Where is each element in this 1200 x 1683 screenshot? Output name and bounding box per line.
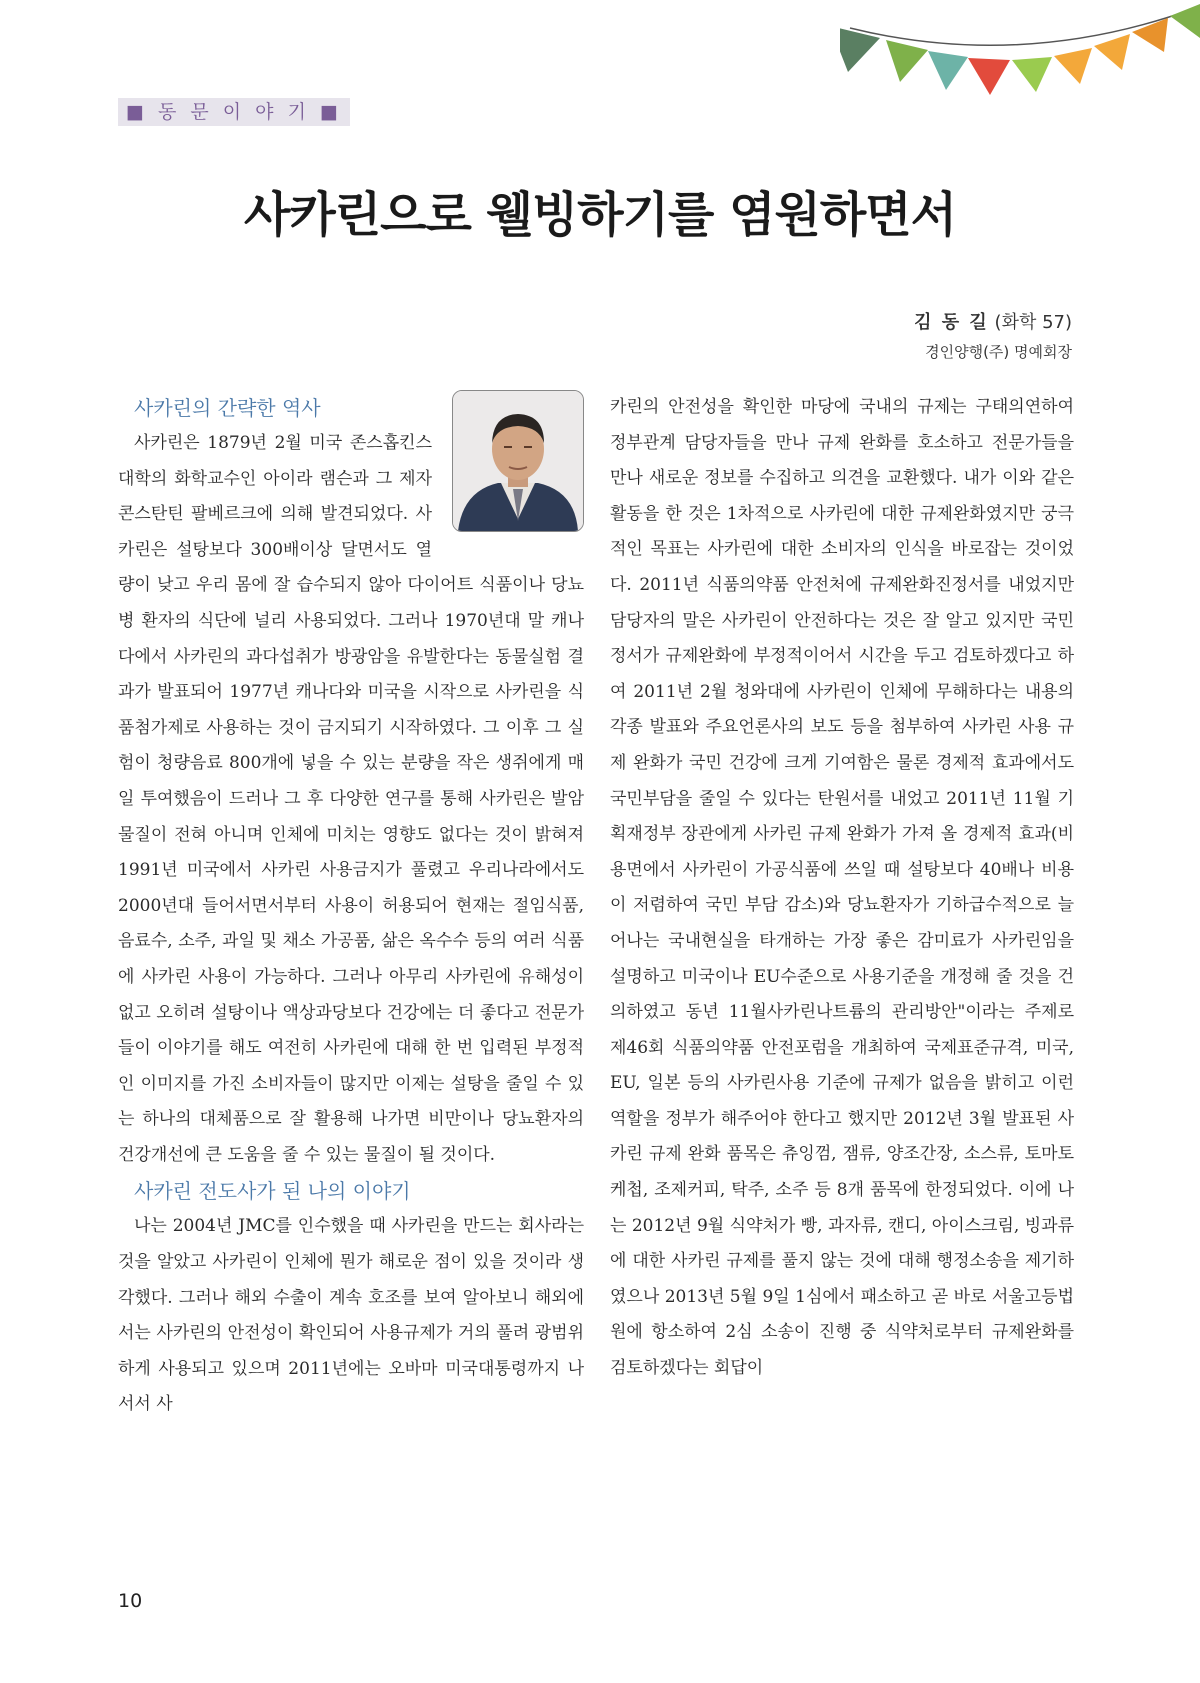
byline [914, 308, 1072, 366]
heading-my-story: 사카린 전도사가 된 나의 이야기 [134, 1179, 411, 1204]
heading-saccharin-history: 사카린의 간략한 역사 [134, 396, 321, 420]
author-affiliation: 경인양행(주) 명예회장 [925, 343, 1072, 361]
author-class: (화학 57) [994, 312, 1072, 333]
paragraph-history: 사카린은 1879년 2월 미국 존스홉킨스대학의 화학교수인 아이라 램슨과 그 제자 콘스탄틴 팔베르크에 의해 발견되었다. 사카린은 설탕보다 300배이상 달면서도 열량이 낮고 우리 몸에 잘 습수되지 않아 다이어트 식품이나 당뇨병 환자의 식단에 널리 사용되었다. 그러나 1970년대 말 캐나다에서 사카린의 과다섭취가 방광암을 유발한다는 동물실험 결과가 발표되어 1977년 캐나다와 미국을 시작으로 사카린을 식품첨가제로 사용하는 것이 금지되기 시작하였다. 그 이후 그 실험이 청량음료 800개에 넣을 수 있는 분량을 작은 생쥐에게 매일 투여했음이 드러나 그 후 다양한 연구를 통해 사카린은 발암 물질이 전혀 아니며 인체에 미치는 영향도 없다는 것이 밝혀져 1991년 미국에서 사카린 사용금지가 풀렸고 우리나라에서도 2000년대 들어서면서부터 사용이 허용되어 현재는 절임식품, 음료수, 소주, 과일 및 채소 가공품, 삶은 옥수수 등의 여러 식품에 사카린 사용이 가능하다. 그러나 아무리 사카린에 유해성이 없고 오히려 설탕이나 액상과당보다 건강에는 더 좋다고 전문가들이 이야기를 해도 여전히 사카린에 대해 한 번 입력된 부정적인 이미지를 가진 소비자들이 많지만 이제는 설탕을 줄일 수 있는 하나의 대체품으로 잘 활용해 나가면 비만이나 당뇨환자의 건강개선에 큰 도움을 줄 수 있는 물질이 될 것이다. [118, 433, 584, 1165]
right-column [610, 390, 1074, 1387]
author-name: 김 동 길 [914, 312, 989, 333]
paragraph-my-story: 나는 2004년 JMC를 인수했을 때 사카린을 만드는 회사라는 것을 알았고 사카린이 인체에 뭔가 해로운 점이 있을 것이라 생각했다. 그러나 해외 수출이 계속 호조를 보여 알아보니 해외에서는 사카린의 안전성이 확인되어 사용규제가 거의 풀려 광범위하게 사용되고 있으며 2011년에는 오바마 미국대통령까지 나서서 사 [118, 1216, 584, 1415]
author-photo [452, 390, 584, 532]
page-number: 10 [118, 1590, 143, 1612]
article-title: 사카린으로 웰빙하기를 염원하면서 [244, 187, 956, 243]
paragraph-right-column: 카린의 안전성을 확인한 마당에 국내의 규제는 구태의연하여 정부관계 담당자들을 만나 규제 완화를 호소하고 전문가들을 만나 새로운 정보를 수집하고 의견을 교환했다. 내가 이와 같은 활동을 한 것은 1차적으로 사카린에 대한 규제완화였지만 궁극적인 목표는 사카린에 대한 소비자의 인식을 바로잡는 것이었다. 2011년 식품의약품 안전처에 규제완화진정서를 내었지만 담당자의 말은 사카린이 안전하다는 것은 잘 알고 있지만 국민정서가 규제완화에 부정적이어서 시간을 두고 검토하겠다고 하여 2011년 2월 청와대에 사카린이 인체에 무해하다는 내용의 각종 발표와 주요언론사의 보도 등을 첨부하여 사카린 사용 규제 완화가 국민 건강에 크게 기여함은 물론 경제적 효과에서도 국민부담을 줄일 수 있다는 탄원서를 내었고 2011년 11월 기획재정부 장관에게 사카린 규제 완화가 가져 올 경제적 효과(비용면에서 사카린이 가공식품에 쓰일 때 설탕보다 40배나 비용이 저렴하여 국민 부담 감소)와 당뇨환자가 기하급수적으로 늘어나는 국내현실을 타개하는 가장 좋은 감미료가 사카린임을 설명하고 미국이나 EU수준으로 사용기준을 개정해 줄 것을 건의하였고 동년 11월사카린나트륨의 관리방안"이라는 주제로 제46회 식품의약품 안전포럼을 개최하여 국제표준규격, 미국, EU, 일본 등의 사카린사용 기준에 규제가 없음을 밝히고 이런 역할을 정부가 해주어야 한다고 했지만 2012년 3월 발표된 사카린 규제 완화 품목은 츄잉껌, 잼류, 양조간장, 소스류, 토마토케첩, 조제커피, 탁주, 소주 등 8개 품목에 한정되었다. 이에 나는 2012년 9월 식약처가 빵, 과자류, 캔디, 아이스크림, 빙과류에 대한 사카린 규제를 풀지 않는 것에 대해 행정소송을 제기하였으나 2013년 5월 9일 1심에서 패소하고 곧 바로 서울고등법원에 항소하여 2심 소송이 진행 중 식약처로부터 규제완화를 검토하겠다는 회답이 [610, 397, 1074, 1379]
bunting-decoration [840, 0, 1200, 120]
section-tag: ■ 동 문 이 야 기 ■ [118, 98, 350, 126]
left-column [118, 390, 584, 1423]
